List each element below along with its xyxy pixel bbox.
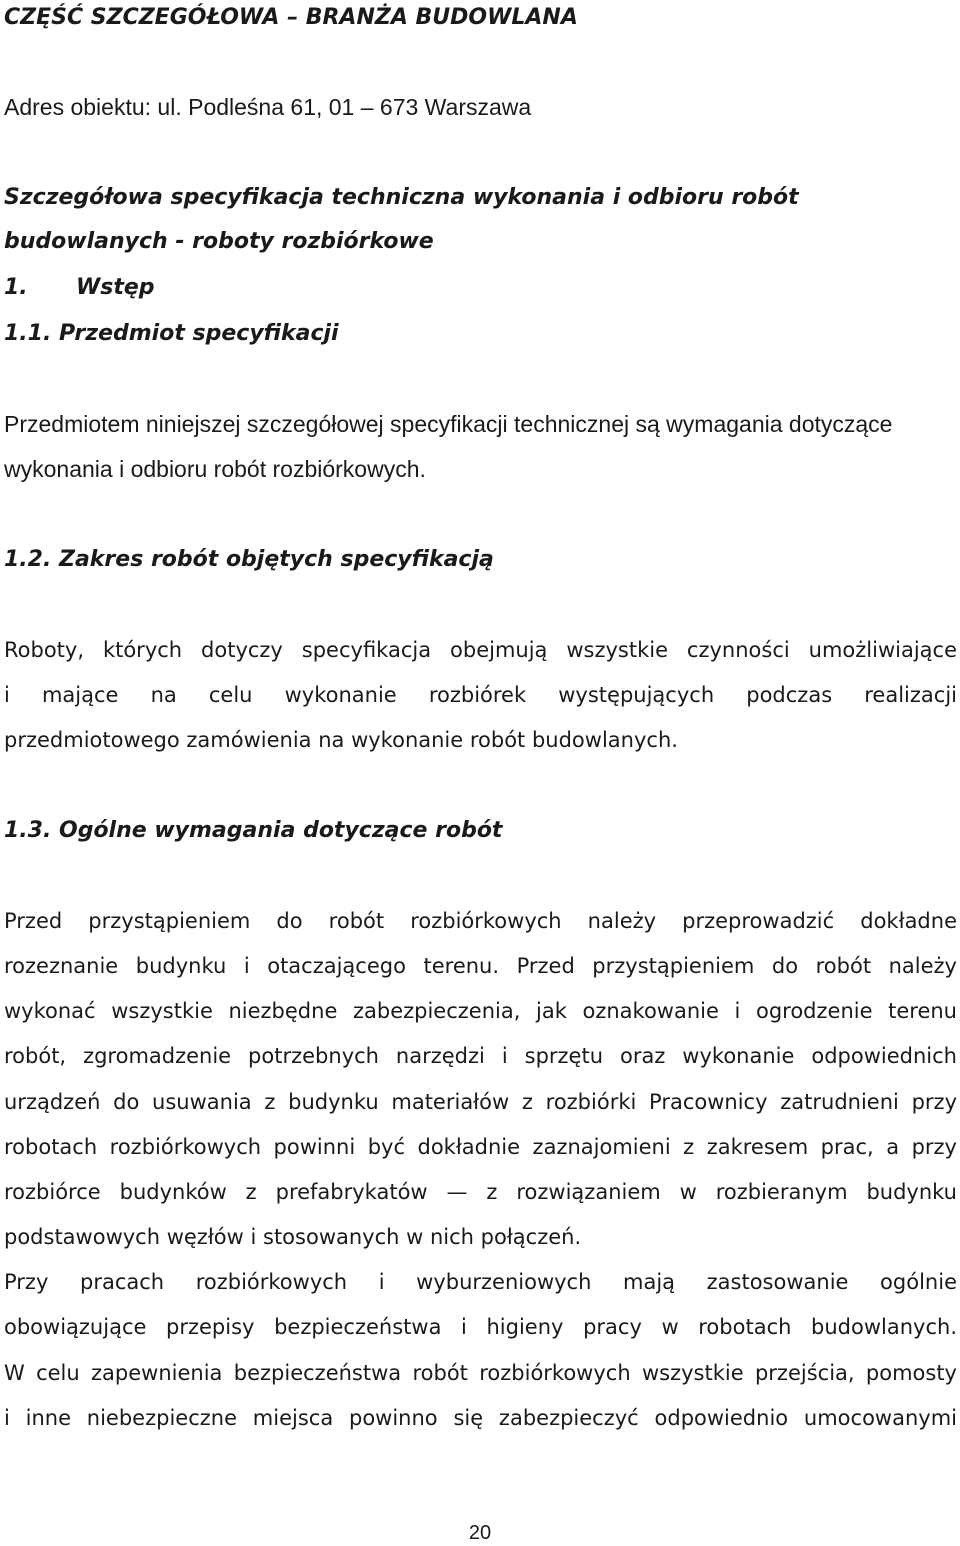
object-address: Adres obiektu: ul. Podleśna 61, 01 – 673 Warszawa — [4, 94, 532, 120]
paragraph-line: Roboty, których dotyczy specyfikacja obejmują wszystkie czynności umożliwiające — [4, 638, 957, 662]
paragraph-line: wykonania i odbioru robót rozbiórkowych. — [4, 456, 426, 482]
spec-title-line-1: Szczegółowa specyfikacja techniczna wykonania i odbioru robót — [4, 185, 799, 210]
section-number: 1. — [4, 275, 28, 300]
paragraph-line: podstawowych węzłów i stosowanych w nich połączeń. — [4, 1225, 582, 1249]
section-heading-1 — [4, 274, 957, 302]
paragraph-line: urządzeń do usuwania z budynku materiałów z rozbiórki Pracownicy zatrudnieni przy — [4, 1090, 957, 1114]
subsection-heading-1-1: 1.1. Przedmiot specyfikacji — [4, 321, 339, 346]
section-title: Wstęp — [76, 275, 155, 300]
part-title: CZĘŚĆ SZCZEGÓŁOWA – BRANŻA BUDOWLANA — [4, 5, 578, 30]
paragraph-line: Przy pracach rozbiórkowych i wyburzeniowych mają zastosowanie ogólnie — [4, 1270, 957, 1294]
spec-title-line-2: budowlanych - roboty rozbiórkowe — [4, 229, 434, 254]
paragraph-line: robót, zgromadzenie potrzebnych narzędzi i sprzętu oraz wykonanie odpowiednich — [4, 1044, 957, 1068]
paragraph-line: W celu zapewnienia bezpieczeństwa robót rozbiórkowych wszystkie przejścia, pomosty — [4, 1361, 957, 1385]
paragraph-line: rozeznanie budynku i otaczającego terenu. Przed przystąpieniem do robót należy — [4, 954, 957, 978]
subsection-heading-1-3: 1.3. Ogólne wymagania dotyczące robót — [4, 818, 503, 843]
subsection-heading-1-2: 1.2. Zakres robót objętych specyfikacją — [4, 547, 494, 572]
paragraph-line: Przedmiotem niniejszej szczegółowej specyfikacji technicznej są wymagania dotyczące — [4, 411, 893, 437]
paragraph-line: przedmiotowego zamówienia na wykonanie robót budowlanych. — [4, 728, 678, 752]
paragraph-line: i inne niebezpieczne miejsca powinno się zabezpieczyć odpowiednio umocowanymi — [4, 1406, 957, 1430]
paragraph-line: wykonać wszystkie niezbędne zabezpieczenia, jak oznakowanie i ogrodzenie terenu — [4, 999, 957, 1023]
paragraph-line: Przed przystąpieniem do robót rozbiórkowych należy przeprowadzić dokładne — [4, 909, 957, 933]
paragraph-line: robotach rozbiórkowych powinni być dokładnie zaznajomieni z zakresem prac, a przy — [4, 1135, 957, 1159]
paragraph-line: i mające na celu wykonanie rozbiórek występujących podczas realizacji — [4, 683, 957, 707]
page-number: 20 — [468, 1522, 492, 1544]
paragraph-line: rozbiórce budynków z prefabrykatów — z rozwiązaniem w rozbieranym budynku — [4, 1180, 957, 1204]
paragraph-line: obowiązujące przepisy bezpieczeństwa i higieny pracy w robotach budowlanych. — [4, 1315, 957, 1339]
